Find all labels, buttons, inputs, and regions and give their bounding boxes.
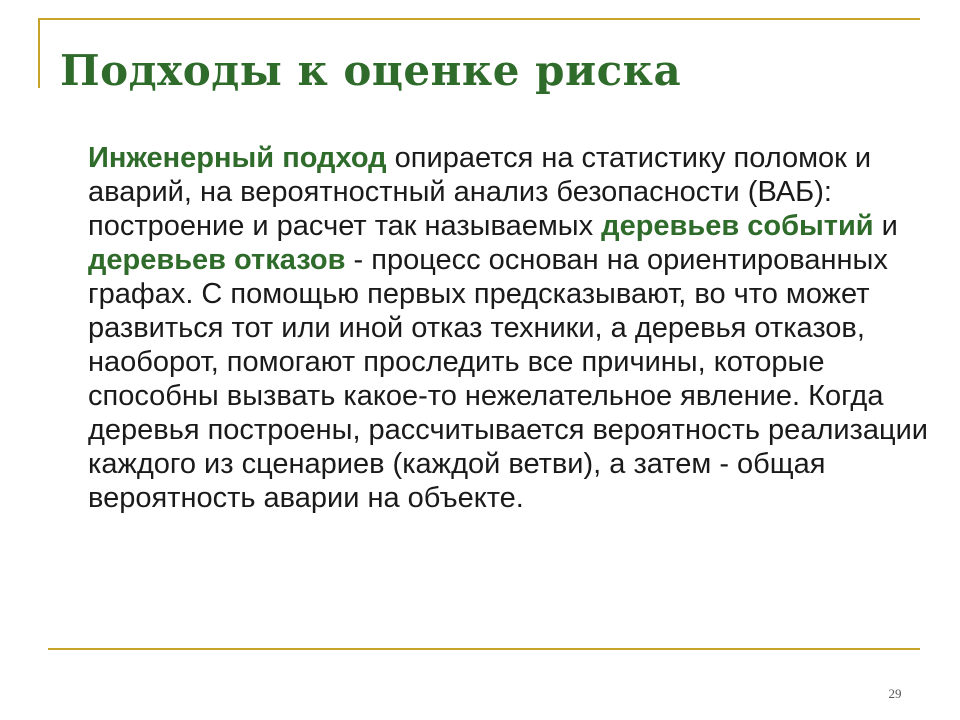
frame-left-line <box>38 18 40 88</box>
term-fault-trees: деревьев отказов <box>88 244 346 276</box>
term-event-trees: деревьев событий <box>601 210 874 242</box>
paragraph-text-1: опирается на статистику поломок и аварий, на вероятностный анализ безопасности (ВАБ): построение и расчет так называемых <box>88 142 872 242</box>
paragraph-text-2: и <box>873 210 898 242</box>
frame-top-line <box>38 18 920 20</box>
slide-title: Подходы к оценке риска <box>60 46 682 95</box>
page-number: 29 <box>888 686 902 701</box>
term-engineering-approach: Инженерный подход <box>88 142 387 174</box>
paragraph-text-3: - процесс основан на ориентированных графах. С помощью первых предсказывают, во что может развиться тот или иной отказ техники, а деревья отказов, наоборот, помогают проследить все причины, которые способны вызвать какое-то нежелательное явление. Когда деревья построены, рассчитывается вероятность реализации каждого из сценариев (каждой ветви), а затем - общая вероятность аварии на объекте. <box>88 244 928 514</box>
body-paragraph <box>88 141 928 515</box>
frame-bottom-line <box>48 648 920 650</box>
